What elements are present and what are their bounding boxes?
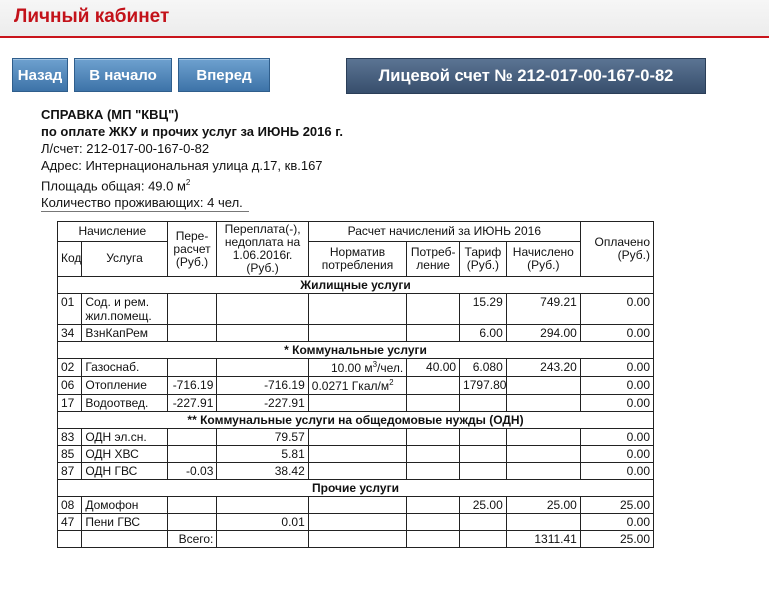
address: Адрес: Интернациональная улица д.17, кв.167	[41, 158, 323, 173]
header-recalc: Пере-расчет (Руб.)	[167, 222, 217, 277]
header-paid: Оплачено (Руб.)	[580, 222, 653, 277]
row-paid: 0.00	[580, 446, 653, 463]
row-service: ОДН эл.сн.	[82, 429, 167, 446]
total-paid: 25.00	[580, 531, 653, 548]
area-label: Площадь общая: 49.0 м	[41, 178, 186, 194]
section-housing: Жилищные услуги	[58, 277, 654, 294]
row-service: Газоснаб.	[82, 359, 167, 377]
row-code: 02	[58, 359, 82, 377]
nav-bar	[12, 58, 276, 92]
header-tariff: Тариф (Руб.)	[460, 241, 507, 276]
section-odn: ** Коммунальные услуги на общедомовые нужды (ОДН)	[58, 412, 654, 429]
row-paid: 0.00	[580, 514, 653, 531]
row-recalc: -0.03	[167, 463, 217, 480]
norm-tail: /чел.	[377, 361, 404, 375]
section-other: Прочие услуги	[58, 480, 654, 497]
row-charged: 749.21	[506, 294, 580, 325]
header-norm: Норматив потребления	[308, 241, 406, 276]
table-row	[58, 446, 654, 463]
row-overpay: 38.42	[217, 463, 308, 480]
account-number: Л/счет: 212-017-00-167-0-82	[41, 141, 210, 156]
row-norm	[308, 359, 406, 377]
charges-table	[57, 221, 654, 548]
row-code: 06	[58, 377, 82, 395]
row-overpay: 0.01	[217, 514, 308, 531]
section-communal: * Коммунальные услуги	[58, 342, 654, 359]
table-row	[58, 294, 654, 325]
row-overpay: 79.57	[217, 429, 308, 446]
table-row	[58, 514, 654, 531]
row-consumption: 40.00	[407, 359, 460, 377]
row-code: 47	[58, 514, 82, 531]
header-consumption: Потреб-ление	[407, 241, 460, 276]
table-row	[58, 463, 654, 480]
row-paid: 0.00	[580, 359, 653, 377]
total-label: Всего:	[167, 531, 217, 548]
header-calc-group: Расчет начислений за ИЮНЬ 2016	[308, 222, 580, 242]
header-accrual: Начисление	[58, 222, 168, 242]
norm-value: 0.0271 Гкал/м	[311, 379, 390, 393]
row-tariff: 25.00	[460, 497, 507, 514]
home-button[interactable]: В начало	[74, 58, 172, 92]
table-row	[58, 395, 654, 412]
page-title: Личный кабинет	[14, 6, 170, 27]
row-code: 08	[58, 497, 82, 514]
row-recalc: -716.19	[167, 377, 217, 395]
row-code: 17	[58, 395, 82, 412]
statement-title: СПРАВКА (МП "КВЦ")	[41, 107, 179, 122]
table-row	[58, 325, 654, 342]
table-row	[58, 377, 654, 395]
row-code: 87	[58, 463, 82, 480]
row-service: Домофон	[82, 497, 167, 514]
row-tariff: 1797.80	[460, 377, 507, 395]
norm-value: 10.00 м	[330, 361, 373, 375]
row-paid: 25.00	[580, 497, 653, 514]
row-code: 83	[58, 429, 82, 446]
row-paid: 0.00	[580, 377, 653, 395]
norm-sup: 3	[372, 360, 378, 369]
top-header	[0, 0, 769, 38]
row-service: ОДН ХВС	[82, 446, 167, 463]
header-overpay: Переплата(-), недоплата на 1.06.2016г. (Руб.)	[217, 222, 308, 277]
row-charged: 25.00	[506, 497, 580, 514]
total-area	[41, 174, 343, 194]
back-button[interactable]: Назад	[12, 58, 68, 92]
total-row	[58, 531, 654, 548]
table-row	[58, 497, 654, 514]
header-charged: Начислено (Руб.)	[506, 241, 580, 276]
residents-count: Количество проживающих: 4 чел.	[41, 194, 249, 212]
header-code: Код	[58, 241, 82, 276]
statement-info	[41, 106, 343, 212]
row-paid: 0.00	[580, 294, 653, 325]
row-paid: 0.00	[580, 463, 653, 480]
row-norm	[308, 377, 406, 395]
row-code: 34	[58, 325, 82, 342]
row-service: ОДН ГВС	[82, 463, 167, 480]
row-tariff: 15.29	[460, 294, 507, 325]
forward-button[interactable]: Вперед	[178, 58, 270, 92]
row-service: Водоотвед.	[82, 395, 167, 412]
row-paid: 0.00	[580, 429, 653, 446]
row-service: Отопление	[82, 377, 167, 395]
row-overpay: 5.81	[217, 446, 308, 463]
norm-sup: 2	[389, 378, 394, 387]
row-overpay: -227.91	[217, 395, 308, 412]
table-row	[58, 359, 654, 377]
row-charged: 294.00	[506, 325, 580, 342]
table-row	[58, 429, 654, 446]
row-recalc: -227.91	[167, 395, 217, 412]
header-service: Услуга	[82, 241, 167, 276]
row-service: Пени ГВС	[82, 514, 167, 531]
account-title: Лицевой счет № 212-017-00-167-0-82	[346, 58, 706, 94]
row-service: Сод. и рем. жил.помещ.	[82, 294, 167, 325]
row-overpay: -716.19	[217, 377, 308, 395]
area-unit-sup: 2	[185, 178, 191, 187]
row-tariff: 6.00	[460, 325, 507, 342]
row-code: 85	[58, 446, 82, 463]
row-charged: 243.20	[506, 359, 580, 377]
row-tariff: 6.080	[460, 359, 507, 377]
row-paid: 0.00	[580, 395, 653, 412]
row-paid: 0.00	[580, 325, 653, 342]
total-charged: 1311.41	[506, 531, 580, 548]
row-code: 01	[58, 294, 82, 325]
row-service: ВзнКапРем	[82, 325, 167, 342]
statement-period: по оплате ЖКУ и прочих услуг за ИЮНЬ 2016 г.	[41, 124, 343, 139]
